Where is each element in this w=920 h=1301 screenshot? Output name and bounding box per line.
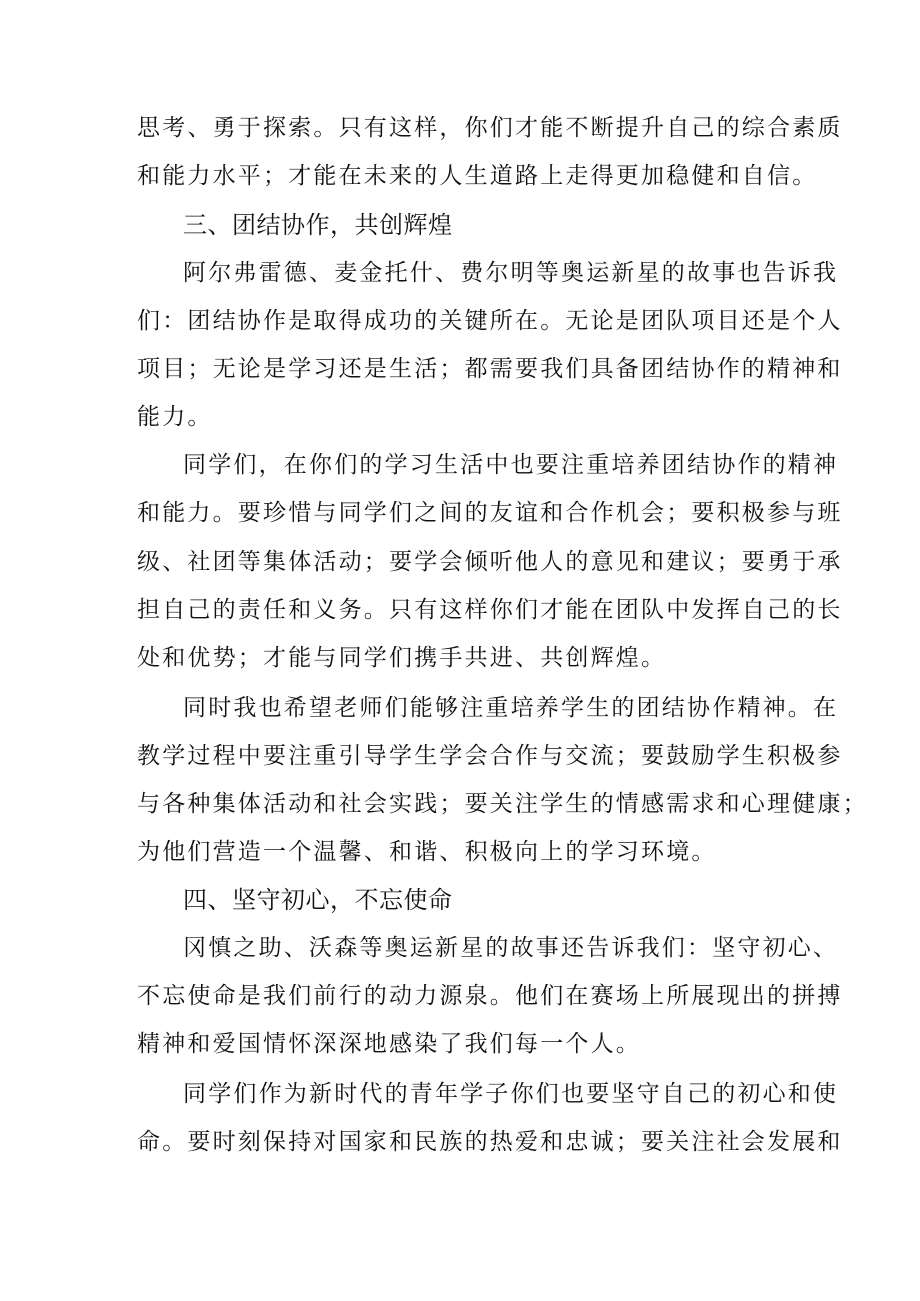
paragraph-line: 冈慎之助、沃森等奥运新星的故事还告诉我们：坚守初心、: [183, 935, 839, 961]
paragraph-line: 为他们营造一个温馨、和谐、积极向上的学习环境。: [137, 839, 717, 865]
paragraph-line: 教学过程中要注重引导学生学会合作与交流；要鼓励学生积极参: [137, 743, 843, 769]
section-heading: 三、团结协作，共创辉煌: [183, 211, 453, 239]
paragraph-line: 同学们，在你们的学习生活中也要注重培养团结协作的精神: [183, 452, 839, 478]
paragraph-line: 担自己的责任和义务。只有这样你们才能在团队中发挥自己的长: [137, 597, 843, 623]
paragraph-line: 不忘使命是我们前行的动力源泉。他们在赛场上所展现出的拼搏: [137, 983, 843, 1009]
paragraph-line: 们：团结协作是取得成功的关键所在。无论是团队项目还是个人: [137, 308, 843, 334]
paragraph-line: 同时我也希望老师们能够注重培养学生的团结协作精神。在: [183, 695, 839, 721]
paragraph-line: 和能力。要珍惜与同学们之间的友谊和合作机会；要积极参与班: [137, 500, 843, 526]
paragraph-line: 思考、勇于探索。只有这样，你们才能不断提升自己的综合素质: [137, 115, 843, 141]
paragraph-line: 项目；无论是学习还是生活；都需要我们具备团结协作的精神和: [137, 356, 843, 382]
paragraph-line: 同学们作为新时代的青年学子你们也要坚守自己的初心和使: [183, 1081, 839, 1107]
paragraph-line: 与各种集体活动和社会实践；要关注学生的情感需求和心理健康；: [137, 791, 868, 817]
paragraph-line: 能力。: [137, 404, 213, 430]
paragraph-line: 和能力水平；才能在未来的人生道路上走得更加稳健和自信。: [137, 163, 818, 189]
paragraph-line: 处和优势；才能与同学们携手共进、共创辉煌。: [137, 645, 667, 671]
section-heading: 四、坚守初心，不忘使命: [183, 886, 453, 914]
paragraph-line: 命。要时刻保持对国家和民族的热爱和忠诚；要关注社会发展和: [137, 1129, 843, 1155]
paragraph-line: 精神和爱国情怀深深地感染了我们每一个人。: [137, 1031, 641, 1057]
paragraph-line: 级、社团等集体活动；要学会倾听他人的意见和建议；要勇于承: [137, 549, 843, 575]
paragraph-line: 阿尔弗雷德、麦金托什、费尔明等奥运新星的故事也告诉我: [183, 260, 839, 286]
